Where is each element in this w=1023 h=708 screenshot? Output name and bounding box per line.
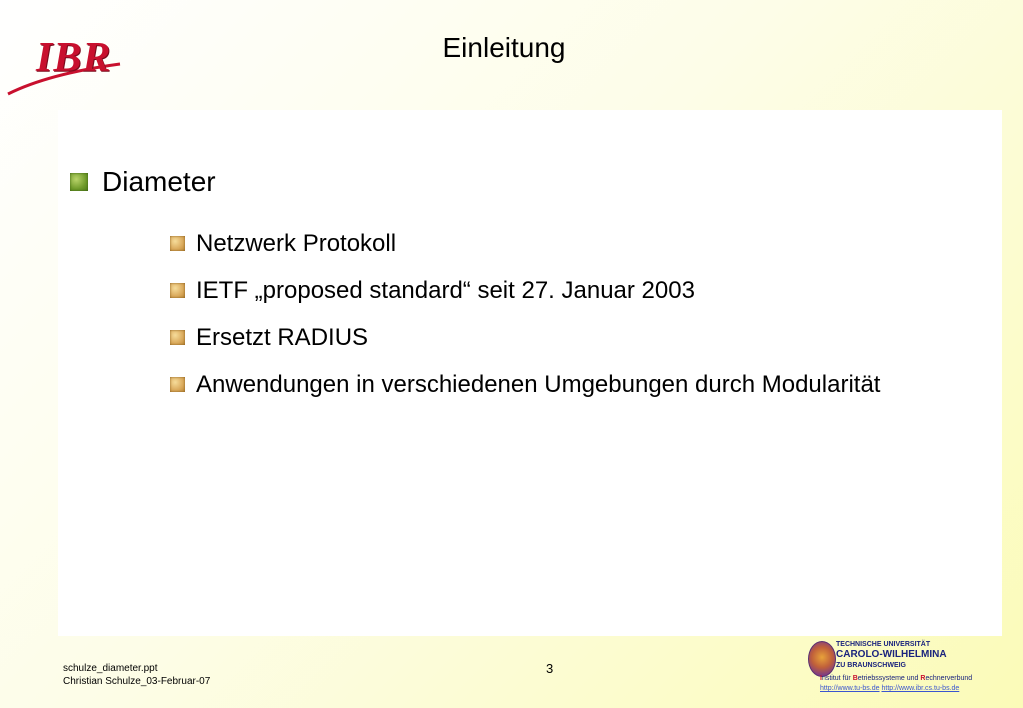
- sub-bullet-item: [170, 361, 880, 408]
- footer-author-date: Christian Schulze_03-Februar-07: [63, 676, 211, 687]
- sub-bullet-item: [170, 314, 880, 361]
- footer-filename: schulze_diameter.ppt: [63, 663, 158, 674]
- university-name-line3: ZU BRAUNSCHWEIG: [836, 662, 906, 669]
- sub-bullet-text: Ersetzt RADIUS: [196, 323, 369, 351]
- university-logo-block: [808, 640, 1008, 702]
- sub-bullet-text: Anwendungen in verschiedenen Umgebungen durch Modularität: [196, 370, 881, 398]
- bullet-text: Diameter: [102, 166, 216, 197]
- institute-name: Institut für Betriebssysteme und Rechnerverbund: [820, 675, 973, 682]
- content-panel: [58, 110, 1002, 636]
- slide-title: Einleitung: [442, 32, 566, 63]
- page-number: 3: [546, 661, 554, 676]
- university-name-line1: TECHNISCHE UNIVERSITÄT: [836, 641, 931, 648]
- bullet-item-level1: [70, 166, 216, 198]
- orange-square-bullet-icon: [170, 283, 185, 298]
- logo-text: IBR: [36, 35, 112, 81]
- footer-info: [63, 662, 210, 688]
- green-square-bullet-icon: [70, 173, 88, 191]
- orange-square-bullet-icon: [170, 377, 185, 392]
- institute-url-link[interactable]: http://www.ibr.cs.tu-bs.de: [881, 685, 960, 692]
- university-seal-icon: [808, 641, 836, 677]
- orange-square-bullet-icon: [170, 236, 185, 251]
- sub-bullet-list: [170, 220, 880, 408]
- orange-square-bullet-icon: [170, 330, 185, 345]
- sub-bullet-item: [170, 267, 880, 314]
- sub-bullet-item: [170, 220, 880, 267]
- sub-bullet-text: IETF „proposed standard“ seit 27. Januar 2003: [196, 276, 695, 304]
- university-name-line2: CAROLO-WILHELMINA: [836, 649, 947, 660]
- sub-bullet-text: Netzwerk Protokoll: [196, 229, 397, 257]
- university-url-link[interactable]: http://www.tu-bs.de: [820, 685, 880, 692]
- institute-links: [820, 685, 959, 692]
